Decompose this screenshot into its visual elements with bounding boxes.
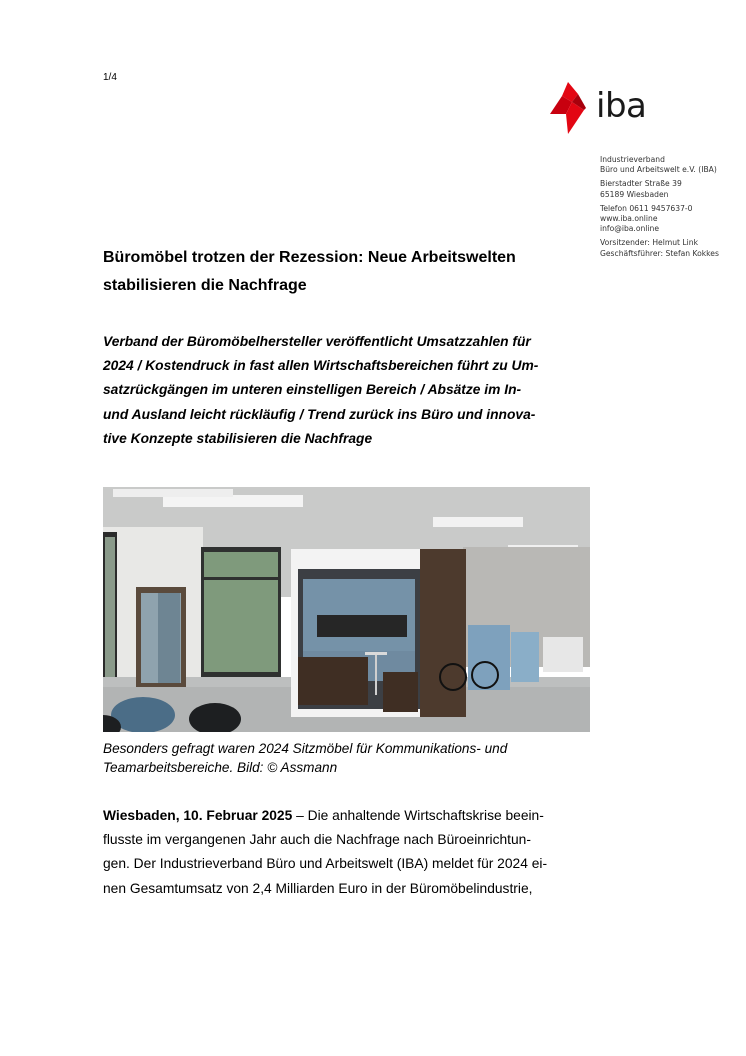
- body-line: nen Gesamtumsatz von 2,4 Milliarden Euro in der Büromöbelindustrie,: [103, 880, 533, 896]
- city-address: 65189 Wiesbaden: [600, 189, 669, 199]
- org-name-line: Büro und Arbeitswelt e.V. (IBA): [600, 165, 717, 175]
- body-line: [103, 804, 593, 828]
- managing-director: Geschäftsführer: Stefan Kokkes: [600, 248, 719, 258]
- phone-number: Telefon 0611 9457637-0: [600, 203, 693, 213]
- page-title: [103, 244, 573, 300]
- lead-line: tive Konzepte stabilisieren die Nachfrage: [103, 430, 373, 446]
- headline-line: Büromöbel trotzen der Rezession: Neue Arbeitswelten: [103, 249, 516, 266]
- caption-line: Besonders gefragt waren 2024 Sitzmöbel für Kommunikations- und: [103, 741, 508, 756]
- email-link[interactable]: info@iba.online: [600, 224, 659, 234]
- lead-paragraph: [103, 330, 583, 451]
- iba-logo-text: iba: [596, 86, 647, 126]
- caption-line: Teamarbeitsbereiche. Bild: © Assmann: [103, 759, 338, 775]
- headline-line: stabilisieren die Nachfrage: [103, 277, 307, 294]
- website-link[interactable]: www.iba.online: [600, 214, 658, 224]
- contact-block: [600, 155, 719, 263]
- body-line-text: – Die anhaltende Wirtschaftskrise beein-: [292, 808, 544, 823]
- body-line: gen. Der Industrieverband Büro und Arbeitswelt (IBA) meldet für 2024 ei-: [103, 856, 548, 872]
- dateline: Wiesbaden, 10. Februar 2025: [103, 808, 293, 823]
- office-furniture-photo: [103, 487, 590, 732]
- street-address: Bierstadter Straße 39: [600, 179, 682, 189]
- body-line: flusste im vergangenen Jahr auch die Nachfrage nach Büroeinrichtun-: [103, 832, 531, 848]
- lead-line: und Ausland leicht rückläufig / Trend zurück ins Büro und innova-: [103, 406, 536, 422]
- chairman: Vorsitzender: Helmut Link: [600, 238, 698, 248]
- lead-line: Verband der Büromöbelhersteller veröffentlicht Umsatzzahlen für: [103, 334, 531, 349]
- body-paragraph: [103, 804, 593, 901]
- photo-caption: [103, 740, 583, 778]
- lead-line: 2024 / Kostendruck in fast allen Wirtschaftsbereichen führt zu Um-: [103, 358, 539, 374]
- lead-line: satzrückgängen im unteren einstelligen Bereich / Absätze im In-: [103, 382, 522, 398]
- page-number: 1/4: [103, 72, 117, 83]
- org-name-line: Industrieverband: [600, 155, 665, 164]
